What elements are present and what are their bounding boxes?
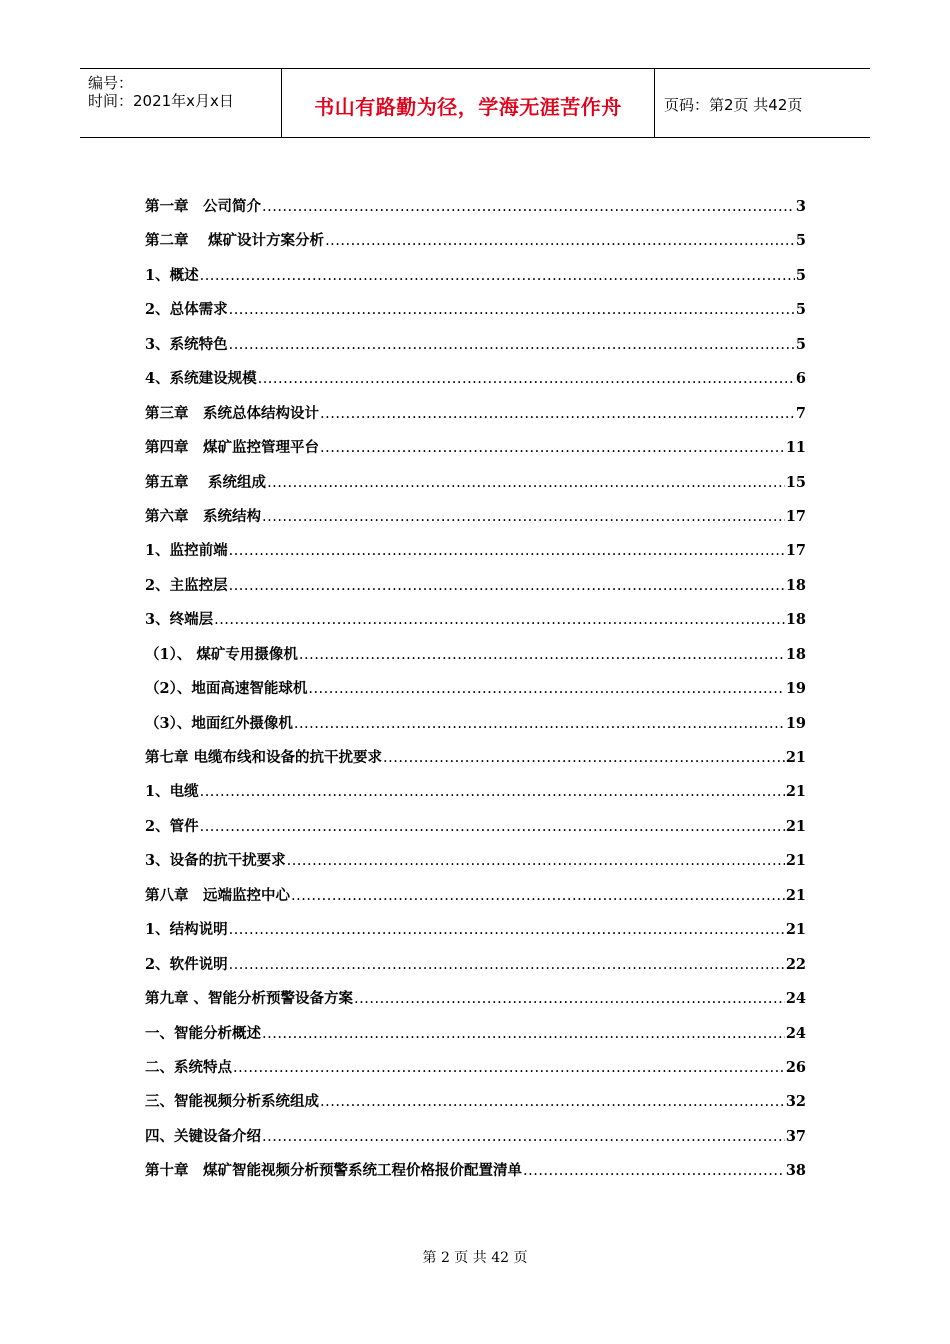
number-label: 编号：	[88, 74, 134, 92]
toc-entry-title: 第二章 煤矿设计方案分析	[145, 232, 325, 250]
toc-entry-title: 1、结构说明	[145, 921, 228, 939]
toc-entry[interactable]	[145, 606, 806, 640]
toc-entry[interactable]	[145, 641, 806, 675]
toc-entry[interactable]	[145, 847, 806, 881]
toc-entry-title: 2、总体需求	[145, 301, 228, 319]
toc-leader-dots	[320, 434, 785, 462]
page-info: 页码：第2页 共42页	[664, 96, 803, 114]
toc-leader-dots	[200, 778, 785, 806]
header-left-cell	[80, 69, 281, 137]
header-middle-cell	[281, 69, 655, 137]
toc-leader-dots	[258, 365, 795, 393]
toc-leader-dots	[325, 227, 795, 255]
toc-entry[interactable]	[145, 434, 806, 468]
toc-entry-title: 二、系统特点	[145, 1058, 232, 1076]
toc-entry-page: 5	[795, 232, 806, 250]
toc-entry-page: 26	[785, 1058, 806, 1076]
toc-entry-page: 38	[785, 1162, 806, 1180]
toc-entry-title: 第七章 电缆布线和设备的抗干扰要求	[145, 749, 383, 766]
toc-entry-title: 1、监控前端	[145, 542, 228, 560]
toc-entry-title: 第六章 系统结构	[145, 507, 261, 525]
table-of-contents	[145, 193, 806, 1192]
toc-entry-title: （2）、地面高速智能球机	[145, 680, 308, 698]
toc-entry[interactable]	[145, 882, 806, 916]
toc-leader-dots	[523, 1157, 785, 1185]
time-label: 时间：2021年x月x日	[88, 92, 234, 110]
toc-leader-dots	[287, 847, 785, 875]
toc-entry-page: 17	[785, 507, 806, 525]
toc-leader-dots	[299, 641, 785, 669]
toc-leader-dots	[308, 675, 784, 703]
toc-entry-page: 24	[785, 990, 806, 1008]
toc-leader-dots	[229, 537, 785, 565]
toc-entry-page: 15	[785, 473, 806, 491]
toc-leader-dots	[229, 951, 785, 979]
toc-entry-title: 3、设备的抗干扰要求	[145, 852, 286, 870]
toc-entry[interactable]	[145, 985, 806, 1019]
toc-leader-dots	[262, 503, 785, 531]
toc-entry-page: 21	[785, 783, 806, 801]
toc-entry[interactable]	[145, 296, 806, 330]
toc-entry-title: 4、系统建设规模	[145, 370, 257, 388]
toc-entry-title: （1）、 煤矿专用摄像机	[145, 645, 298, 663]
toc-entry-title: 3、终端层	[145, 611, 214, 629]
toc-entry-title: 第九章 、智能分析预警设备方案	[145, 990, 354, 1008]
toc-leader-dots	[200, 262, 795, 290]
toc-entry[interactable]	[145, 262, 806, 296]
toc-entry-page: 19	[785, 714, 806, 732]
toc-entry-title: 第四章 煤矿监控管理平台	[145, 439, 319, 457]
toc-entry-title: 1、概述	[145, 266, 199, 284]
toc-entry[interactable]	[145, 916, 806, 950]
toc-entry-title: 第五章 系统组成	[145, 473, 267, 491]
toc-leader-dots	[291, 882, 785, 910]
toc-entry-page: 21	[785, 886, 806, 904]
toc-entry-page: 5	[795, 266, 806, 284]
toc-leader-dots	[229, 331, 795, 359]
toc-entry-title: 第三章 系统总体结构设计	[145, 404, 319, 422]
toc-entry[interactable]	[145, 1157, 806, 1191]
toc-entry-title: 第八章 远端监控中心	[145, 886, 290, 904]
toc-entry-title: 2、管件	[145, 817, 199, 835]
toc-entry[interactable]	[145, 400, 806, 434]
toc-entry-page: 37	[785, 1127, 806, 1145]
toc-entry-page: 24	[785, 1024, 806, 1042]
toc-entry-page: 5	[795, 301, 806, 319]
toc-entry-page: 3	[795, 198, 806, 215]
toc-entry-page: 22	[785, 955, 806, 973]
toc-entry-title: （3）、地面红外摄像机	[145, 714, 293, 732]
toc-entry-page: 18	[785, 645, 806, 663]
toc-entry-page: 6	[795, 370, 806, 388]
toc-entry-page: 21	[785, 852, 806, 870]
toc-entry-page: 17	[785, 542, 806, 560]
toc-entry-page: 32	[785, 1093, 806, 1111]
toc-entry[interactable]	[145, 469, 806, 503]
toc-entry-page: 21	[785, 817, 806, 835]
toc-entry-page: 11	[785, 439, 806, 457]
toc-leader-dots	[267, 469, 785, 497]
header-right-cell	[654, 69, 870, 137]
toc-entry-title: 第一章 公司简介	[145, 198, 261, 215]
toc-entry-title: 3、系统特色	[145, 335, 228, 353]
motto-text: 书山有路勤为径，学海无涯苦作舟	[314, 95, 622, 119]
toc-entry-title: 2、软件说明	[145, 955, 228, 973]
toc-leader-dots	[200, 813, 785, 841]
toc-leader-dots	[229, 916, 785, 944]
toc-leader-dots	[320, 400, 795, 428]
toc-leader-dots	[262, 1123, 785, 1151]
toc-entry[interactable]	[145, 537, 806, 571]
toc-entry-page: 21	[785, 749, 806, 766]
toc-leader-dots	[262, 193, 795, 221]
toc-entry-title: 四、关键设备介绍	[145, 1127, 261, 1145]
toc-entry-page: 21	[785, 921, 806, 939]
toc-entry-title: 2、主监控层	[145, 576, 228, 594]
toc-entry-page: 18	[785, 576, 806, 594]
toc-leader-dots	[354, 985, 785, 1013]
toc-leader-dots	[233, 1054, 785, 1082]
toc-entry-page: 5	[795, 335, 806, 353]
toc-entry-page: 19	[785, 680, 806, 698]
toc-entry[interactable]	[145, 1054, 806, 1088]
page-footer: 第 2 页 共 42 页	[422, 1250, 528, 1266]
toc-entry-title: 第十章 煤矿智能视频分析预警系统工程价格报价配置清单	[145, 1162, 522, 1180]
toc-entry[interactable]	[145, 331, 806, 365]
toc-entry-title: 1、电缆	[145, 783, 199, 801]
toc-entry[interactable]	[145, 1123, 806, 1157]
toc-entry[interactable]	[145, 193, 806, 227]
toc-leader-dots	[294, 710, 785, 738]
toc-entry[interactable]	[145, 744, 806, 778]
toc-entry[interactable]	[145, 951, 806, 985]
toc-entry[interactable]	[145, 1020, 806, 1054]
toc-entry-page: 7	[795, 404, 806, 422]
toc-leader-dots	[262, 1020, 785, 1048]
toc-entry[interactable]	[145, 710, 806, 744]
toc-entry[interactable]	[145, 227, 806, 261]
toc-entry-title: 一、智能分析概述	[145, 1024, 261, 1042]
toc-entry[interactable]	[145, 675, 806, 709]
toc-leader-dots	[383, 744, 785, 772]
toc-leader-dots	[229, 296, 795, 324]
toc-entry-page: 18	[785, 611, 806, 629]
toc-entry[interactable]	[145, 778, 806, 812]
toc-entry[interactable]	[145, 572, 806, 606]
toc-entry[interactable]	[145, 365, 806, 399]
toc-entry[interactable]	[145, 813, 806, 847]
toc-entry-title: 三、智能视频分析系统组成	[145, 1093, 319, 1111]
toc-leader-dots	[214, 606, 785, 634]
toc-entry[interactable]	[145, 503, 806, 537]
toc-entry[interactable]	[145, 1088, 806, 1122]
page-header	[80, 68, 870, 138]
toc-leader-dots	[229, 572, 785, 600]
toc-leader-dots	[320, 1088, 785, 1116]
